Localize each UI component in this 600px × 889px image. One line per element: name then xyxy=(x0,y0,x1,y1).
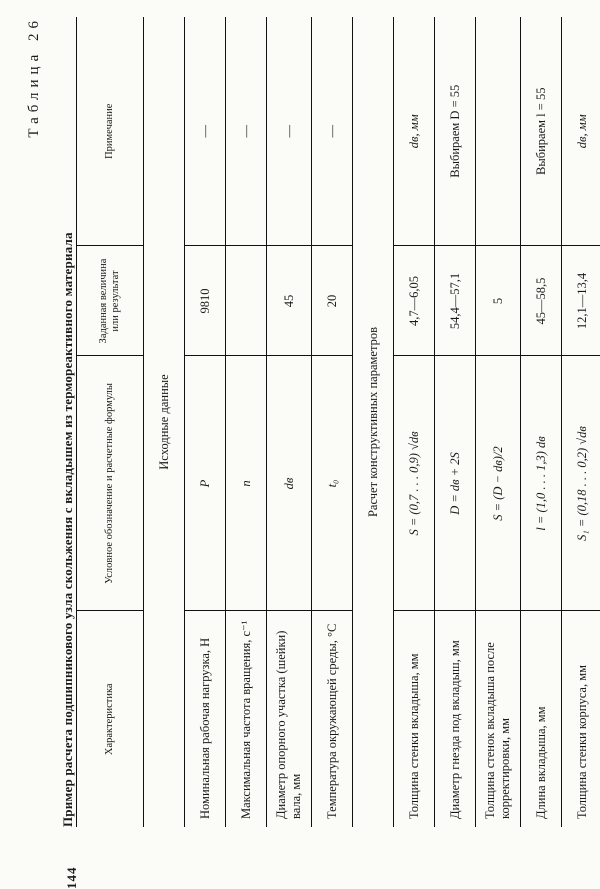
cell-characteristic: Длина вкладыша, мм xyxy=(521,611,562,827)
table-row xyxy=(394,17,435,827)
cell-note: Выбираем D = 55 xyxy=(435,17,476,246)
table-row xyxy=(312,17,353,827)
cell-notation: dв xyxy=(267,356,312,611)
cell-value: 4,7—6,05 xyxy=(394,246,435,356)
table-row xyxy=(185,17,226,827)
header-value: Заданная величина или результат xyxy=(77,246,144,356)
cell-notation: S = (D − dв)/2 xyxy=(476,356,521,611)
cell-value: 20 xyxy=(312,246,353,356)
cell-note: — xyxy=(267,17,312,246)
cell-characteristic: Диаметр опорного участка (шейки) вала, мм xyxy=(267,611,312,827)
table-row xyxy=(476,17,521,827)
cell-value: 9810 xyxy=(185,246,226,356)
cell-value: 12,1—13,4 xyxy=(562,246,600,356)
cell-characteristic: Максимальная частота вращения, с⁻¹ xyxy=(226,611,267,827)
table-row xyxy=(562,17,600,827)
cell-note: — xyxy=(185,17,226,246)
cell-note: — xyxy=(226,17,267,246)
cell-notation: D = dв + 2S xyxy=(435,356,476,611)
table-row xyxy=(267,17,312,827)
table-number: Таблица 26 xyxy=(26,16,42,138)
cell-note: dв, мм xyxy=(562,17,600,246)
table-caption: Пример расчета подшипникового узла скольжения с вкладышем из термореактивного материала xyxy=(60,232,75,827)
cell-characteristic: Номинальная рабочая нагрузка, H xyxy=(185,611,226,827)
table-header-row xyxy=(77,17,144,827)
header-notation: Условное обозначение и расчетные формулы xyxy=(77,356,144,611)
section-input-title: Исходные данные xyxy=(156,374,171,470)
table-row xyxy=(521,17,562,827)
section-row-input xyxy=(144,17,185,827)
cell-characteristic: Толщина стенок вкладыша после корректировки, мм xyxy=(476,611,521,827)
cell-characteristic: Толщина стенки корпуса, мм xyxy=(562,611,600,827)
cell-value: 45—58,5 xyxy=(521,246,562,356)
table-row xyxy=(435,17,476,827)
cell-value: 54,4—57,1 xyxy=(435,246,476,356)
cell-value: 45 xyxy=(267,246,312,356)
cell-notation: P xyxy=(185,356,226,611)
cell-notation: n xyxy=(226,356,267,611)
cell-notation: l = (1,0 . . . 1,3) dв xyxy=(521,356,562,611)
section-row-calc xyxy=(353,17,394,827)
section-calc-title: Расчет конструктивных параметров xyxy=(365,326,380,518)
cell-characteristic: Толщина стенки вкладыша, мм xyxy=(394,611,435,827)
header-note: Примечание xyxy=(77,17,144,246)
cell-notation: S = (0,7 . . . 0,9) √dв xyxy=(394,356,435,611)
cell-notation: S₁ = (0,18 . . . 0,2) √dв xyxy=(562,356,600,611)
cell-note: — xyxy=(312,17,353,246)
table-row xyxy=(226,17,267,827)
cell-note: dв, мм xyxy=(394,17,435,246)
cell-note xyxy=(476,17,521,246)
calculation-table xyxy=(76,17,600,827)
cell-value: 5 xyxy=(476,246,521,356)
cell-characteristic: Температура окружающей среды, °С xyxy=(312,611,353,827)
cell-note: Выбираем l = 55 xyxy=(521,17,562,246)
page-number: 144 xyxy=(64,866,79,889)
cell-notation: t₀ xyxy=(312,356,353,611)
header-characteristic: Характеристика xyxy=(77,611,144,827)
cell-characteristic: Диаметр гнезда под вкладыш, мм xyxy=(435,611,476,827)
cell-value xyxy=(226,246,267,356)
